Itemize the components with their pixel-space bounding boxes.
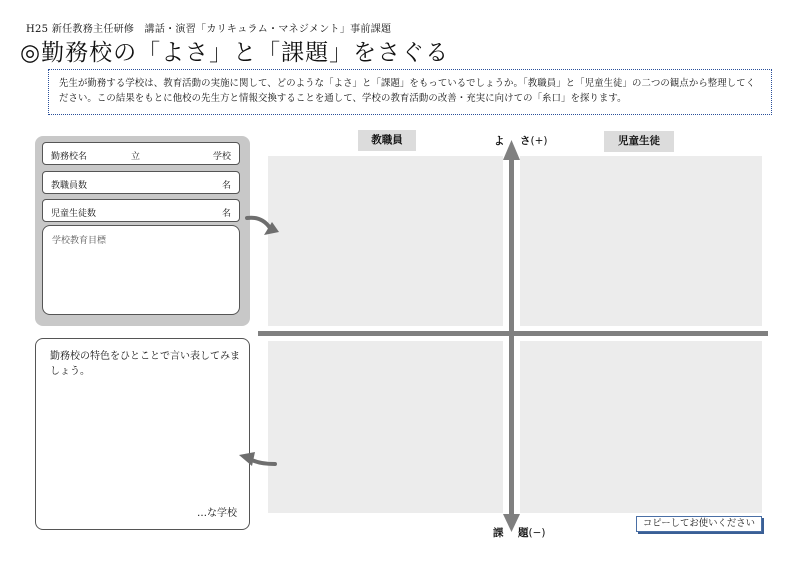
student-count-unit: 名 [221, 209, 231, 219]
intro-text: 先生が勤務する学校は、教育活動の実施に関して、どのような「よさ」と「課題」をもっているでしょうか。「教職員」と「児童生徒」の二つの観点から整理してください。この結果をもとに他校の先生方と情報交換することを通して、学校の教育活動の改善・充実に向けての「糸口」を探ります。 [59, 78, 756, 104]
students-column-tag: 児童生徒 [604, 131, 674, 152]
curved-arrow-left-icon [239, 452, 255, 466]
strengths-axis-sign: (+) [530, 135, 548, 147]
issues-axis-sign: (−) [528, 527, 546, 539]
school-type-label: 立 [131, 152, 141, 162]
curved-arrow-right-shaft [247, 218, 270, 228]
issues-axis-label [518, 525, 546, 540]
document-subtitle: H25 新任教務主任研修 講話・演習「カリキュラム・マネジメント」事前課題 [26, 24, 392, 35]
school-goal-label: 学校教育目標 [52, 236, 107, 246]
strengths-axis-label-a: よ [494, 135, 505, 147]
copy-notice: コピーしてお使いください [636, 516, 762, 532]
staff-count-unit: 名 [221, 181, 231, 191]
school-feature-suffix: …な学校 [197, 508, 237, 519]
school-name-label: 勤務校名 [51, 152, 88, 162]
curved-arrow-left-shaft [252, 460, 275, 464]
student-count-label: 児童生徒数 [51, 209, 97, 219]
strengths-axis-label [520, 133, 548, 148]
arrow-up-icon [503, 140, 520, 160]
school-feature-prompt: 勤務校の特色をひとことで言い表してみましょう。 [50, 351, 240, 377]
school-unit-label: 学校 [212, 152, 231, 162]
staff-count-label: 教職員数 [51, 181, 88, 191]
staff-column-tag: 教職員 [358, 130, 416, 151]
strengths-axis-label-b: さ [520, 135, 531, 147]
page-title: ◎勤務校の「よさ」と「課題」をさぐる [20, 40, 450, 66]
issues-axis-label-b: 題 [518, 527, 529, 539]
issues-axis-label-a: 課 [493, 527, 504, 539]
